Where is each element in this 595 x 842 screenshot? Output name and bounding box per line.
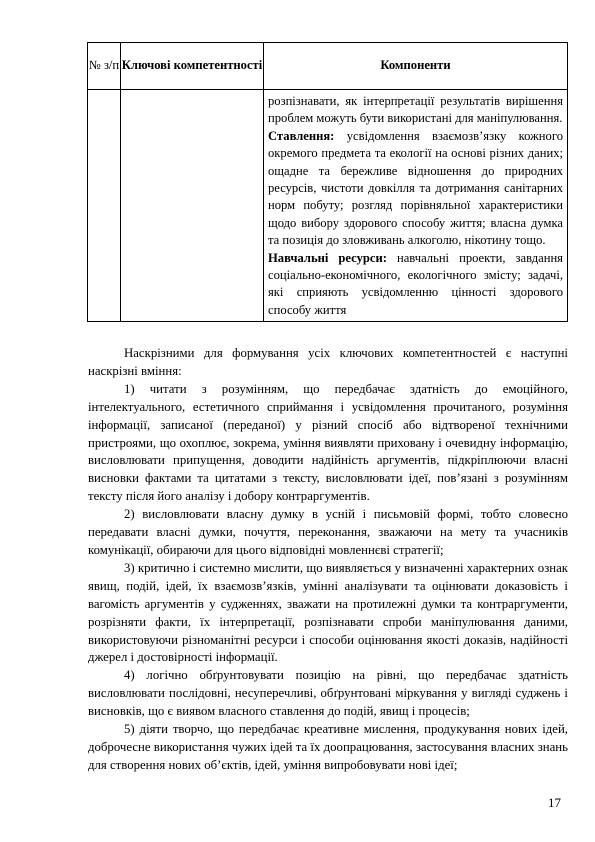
- paragraph-intro: Наскрізними для формування усіх ключових компетентностей є наступні наскрізні вміння:: [88, 346, 568, 378]
- attitude-text: усвідомлення взаємозв’язку кожного окремого предмета та екології на основі різних даних; ощадне та бережливе відношення до природних ресурсів, чистоти довкілля та дотримання санітарних норм побуту; розгляд порівняльної характеристики щодо вибору здорового способу життя; власна думка та позиція до зловживань алкоголю, нікотину тощо.: [268, 128, 563, 248]
- cell-competence: [121, 90, 264, 322]
- competences-table: [87, 42, 568, 322]
- attitude-label: Ставлення:: [268, 128, 335, 143]
- paragraph-item-4: 4) логічно обґрунтовувати позицію на рівні, що передбачає здатність висловлювати послідовні, несуперечливі, обґрунтовані міркування у вигляді суджень і висновків, що є виявом власного ставлення до подій, явищ і процесів;: [88, 668, 568, 719]
- paragraph-item-5: 5) діяти творчо, що передбачає креативне мислення, продукування нових ідей, доброчесне використання чужих ідей та їх доопрацювання, застосування власних знань для створення нових об’єктів, ідей, уміння випробовувати нові ідеї;: [88, 722, 568, 772]
- paragraph-item-2: 2) висловлювати власну думку в усній і письмовій формі, тобто словесно передавати власні думки, почуття, переконання, зважаючи на мету та учасників комунікації, обираючи для цього відповідні мовленнєві стратегії;: [88, 507, 568, 557]
- resources-text: навчальні проекти, завдання соціально-економічного, екологічного змісту; задачі, які сприяють усвідомленню цінності здорового способу життя: [268, 250, 563, 317]
- components-intro: розпізнавати, як інтерпретації результатів вирішення проблем можуть бути використані для маніпулювання.: [268, 94, 563, 126]
- header-components: Компоненти: [264, 43, 568, 90]
- header-number: № з/п: [88, 43, 121, 90]
- paragraph-item-1: 1) читати з розумінням, що передбачає здатність до емоційного, інтелектуального, естетичного сприймання і усвідомлення прочитаного, розуміння інформації, записаної (переданої) у різний спосіб або відтвореної технічними пристроями, що охоплює, зокрема, уміння виявляти приховану і очевидну інформацію, висловлювати припущення, доводити надійність аргументів, підкріплюючи власні висновки фактами та цитатами з тексту, висловлювати ідеї, пов’язані з розумінням тексту після його аналізу і добору контраргументів.: [88, 381, 568, 504]
- cell-components: [264, 90, 568, 322]
- resources-block: [268, 250, 563, 320]
- paragraph-item-3: 3) критично і системно мислити, що виявляється у визначенні характерних ознак явищ, подій, ідей, їх взаємозв’язків, умінні аналізувати та оцінювати доказовість і вагомість аргументів у судженнях, зважати на протилежні думки та контраргументи, розрізняти факти, їх інтерпретації, розпізнавати спроби маніпулювання даними, використовуючи різноманітні ресурси і способи оцінювання якості доказів, надійності джерел і достовірності інформації.: [88, 560, 568, 665]
- attitude-block: [268, 128, 563, 250]
- resources-label: Навчальні ресурси:: [268, 250, 387, 265]
- cell-number: [88, 90, 121, 322]
- table-header-row: [88, 43, 568, 90]
- body-text: [88, 345, 568, 775]
- table-row: [88, 90, 568, 322]
- header-competences: Ключові компетентності: [121, 43, 264, 90]
- page-number: 17: [548, 795, 561, 810]
